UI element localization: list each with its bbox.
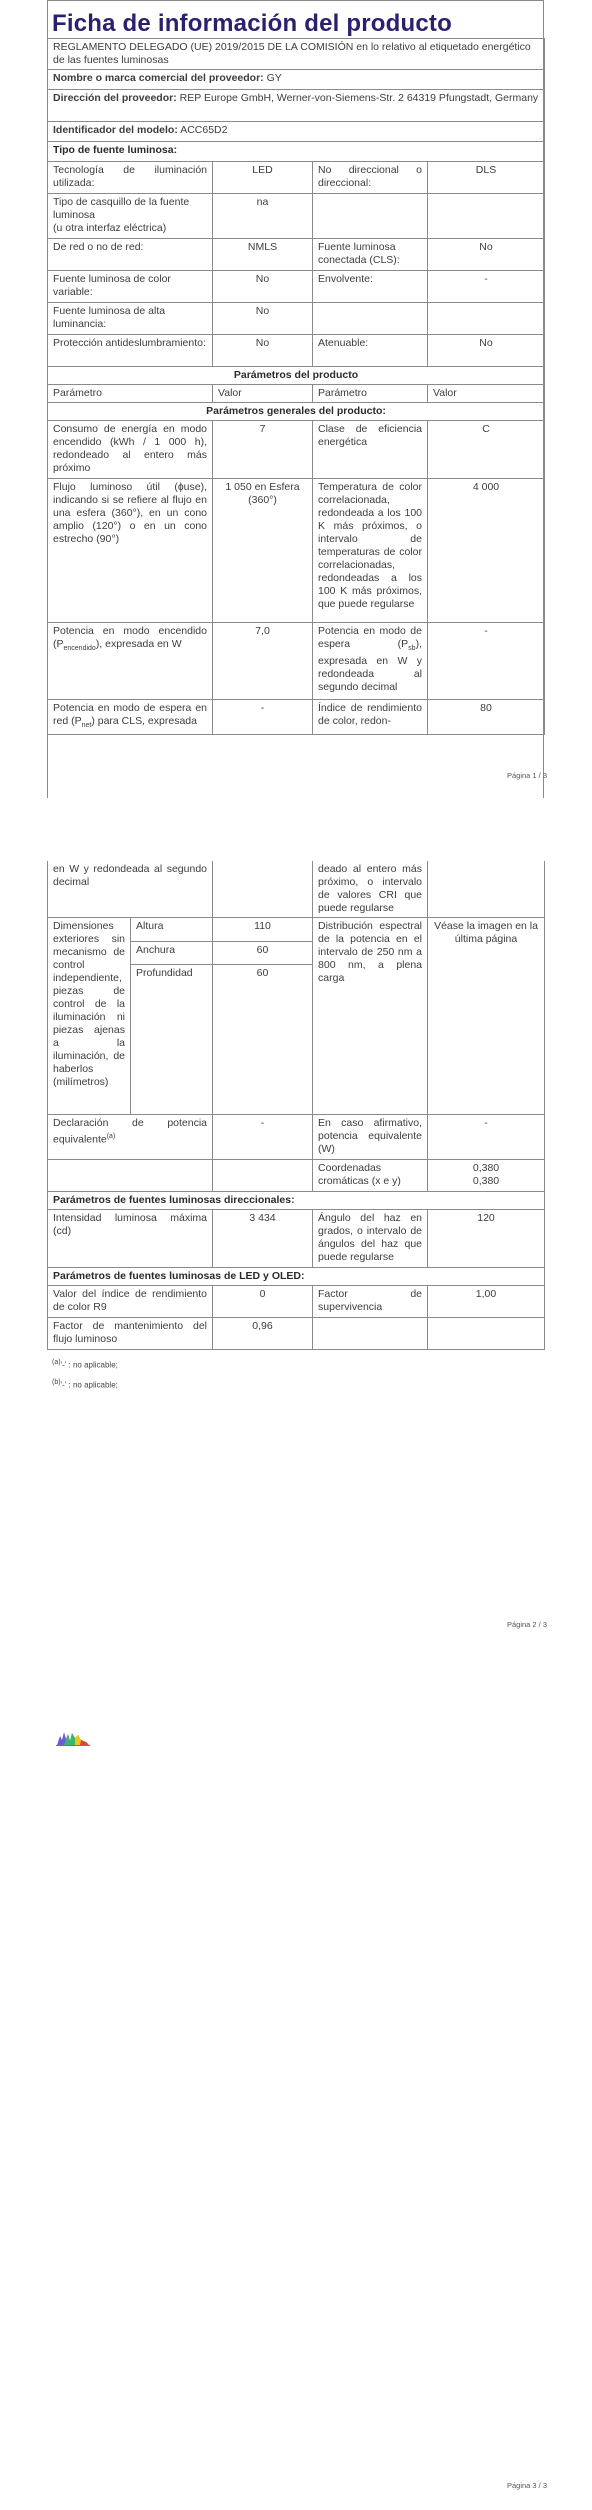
light-source-type-label: Tipo de fuente luminosa: [48,142,545,162]
supplier-name-label: Nombre o marca comercial del proveedor: [53,72,264,84]
envelope-value: - [428,271,545,303]
chromaticity-y: 0,380 [472,1175,500,1187]
footnote-b-text: '-' : no aplicable; [60,1380,118,1390]
standby-power-sub: sb [408,645,416,653]
regulation-text: REGLAMENTO DELEGADO (UE) 2019/2015 DE LA COMISIÓN en lo relativo al etiquetado energético de las fuentes luminosas [48,39,545,70]
led-params-heading: Parámetros de fuentes luminosas de LED y OLED: [48,1268,545,1286]
model-row [48,122,545,142]
chromaticity-label: Coordenadas cromáticas (x e y) [313,1160,428,1192]
equivalent-power-claim-value: - [213,1115,313,1160]
networked-standby-label-continued: en W y redondeada al segundo decimal [48,861,213,918]
col-header-value-1: Valor [213,385,313,403]
col-header-param-1: Parámetro [48,385,213,403]
on-mode-power-label-b: ), expresada en W [95,638,182,650]
cap-type-label-a: Tipo de casquillo de la fuente luminosa [53,196,190,221]
efficiency-class-label: Clase de eficiencia energética [313,421,428,479]
cls-value: No [428,239,545,271]
on-mode-power-value: 7,0 [213,623,313,700]
cri-label-continued: deado al entero más próximo, o intervalo de valores CRI que puede regularse [313,861,428,918]
footnote-a-text: '-' : no aplicable; [60,1360,118,1370]
on-mode-power-sub: encendido [63,645,96,653]
chromaticity-x: 0,380 [472,1162,500,1174]
standby-power-value: - [428,623,545,700]
height-label: Altura [131,918,213,942]
r9-label: Valor del índice de rendimiento de color R9 [48,1286,213,1318]
chromaticity-value [428,1160,545,1192]
mains-label: De red o no de red: [48,239,213,271]
on-mode-power-label-a: Potencia en modo encendido (P [53,625,207,650]
supplier-name-value: GY [266,72,282,84]
cct-label: Temperatura de color correlacionada, redondeada a los 100 K más próximos, o intervalo de temperaturas de color correlacionadas, redondeadas a los 100 K más próximos, que puede regularse [313,479,428,623]
colour-tunable-label: Fuente luminosa de color variable: [48,271,213,303]
networked-standby-label-b: ) para CLS, expresada [91,715,197,727]
footnote-b-mark: (b) [52,1378,61,1386]
page-number-2: Página 2 / 3 [506,1620,547,1629]
width-value: 60 [213,941,313,965]
lumen-maintenance-value: 0,96 [213,1318,313,1350]
footnotes [52,1354,118,1393]
depth-label: Profundidad [131,965,213,1115]
beam-angle-label: Ángulo del haz en grados, o intervalo de ángulos del haz que puede regularse [313,1210,428,1268]
cct-value: 4 000 [428,479,545,623]
page-1 [0,0,592,798]
networked-standby-label-a: Potencia en modo de espera en red (P [53,702,207,727]
cri-label: Índice de rendimiento de color, redon- [313,700,428,735]
product-params-heading: Parámetros del producto [48,367,545,385]
width-label: Anchura [131,941,213,965]
model-label: Identificador del modelo: [53,124,178,136]
model-value: ACC65D2 [180,124,228,136]
spectrum-chart-icon [56,1730,90,1746]
on-mode-power-label [48,623,213,700]
standby-power-label-a: Potencia en modo de espera (P [318,625,422,650]
colour-tunable-value: No [213,271,313,303]
cap-type-label [48,194,213,239]
technology-value: LED [213,162,313,194]
r9-value: 0 [213,1286,313,1318]
peak-intensity-label: Intensidad luminosa máxima (cd) [48,1210,213,1268]
dimensions-label: Dimensiones exteriores sin mecanismo de control independiente, piezas de control de la iluminación ni piezas ajenas a la iluminación, de haberlos (milímetros) [48,918,131,1115]
col-header-param-2: Parámetro [313,385,428,403]
product-info-table-continued [47,861,545,1350]
dimmable-value: No [428,335,545,367]
survival-factor-label: Factor de supervivencia [313,1286,428,1318]
cri-value: 80 [428,700,545,735]
anti-glare-label: Protección antideslumbramiento: [48,335,213,367]
luminous-flux-value: 1 050 en Esfera (360°) [213,479,313,623]
page-3 [0,1704,592,2510]
networked-standby-label [48,700,213,735]
beam-angle-value: 120 [428,1210,545,1268]
standby-power-label [313,623,428,700]
networked-standby-value: - [213,700,313,735]
cap-type-value: na [213,194,313,239]
equivalent-power-claim-text: Declaración de potencia equivalente [53,1117,208,1146]
anti-glare-value: No [213,335,313,367]
directional-params-heading: Parámetros de fuentes luminosas direccionales: [48,1192,545,1210]
directional-label: No direccional o direccional: [313,162,428,194]
cls-label: Fuente luminosa conectada (CLS): [313,239,428,271]
mains-value: NMLS [213,239,313,271]
lumen-maintenance-label: Factor de mantenimiento del flujo luminoso [48,1318,213,1350]
equivalent-power-claim-label [48,1115,213,1160]
high-luminance-label: Fuente luminosa de alta luminancia: [48,303,213,335]
spectral-distribution-label: Distribución espectral de la potencia en el intervalo de 250 nm a 800 nm, a plena carga [313,918,428,1115]
equivalent-power-label: En caso afirmativo, potencia equivalente (W) [313,1115,428,1160]
peak-intensity-value: 3 434 [213,1210,313,1268]
dimmable-label: Atenuable: [313,335,428,367]
standby-power-label-b: ), expresada en W y redondeada al segundo decimal [318,638,422,694]
supplier-name-row [48,70,545,90]
efficiency-class-value: C [428,421,545,479]
page-title: Ficha de información del producto [52,10,452,37]
energy-consumption-label: Consumo de energía en modo encendido (kWh / 1 000 h), redondeado al entero más próximo [48,421,213,479]
technology-label: Tecnología de iluminación utilizada: [48,162,213,194]
footnote-a-ref: (a) [106,1133,116,1140]
cap-type-label-b: (u otra interfaz eléctrica) [53,222,167,234]
page-2 [0,850,592,1657]
depth-value: 60 [213,965,313,1115]
luminous-flux-label: Flujo luminoso útil (ɸuse), indicando si se refiere al flujo en una esfera (360°), en un cono amplio (120°) o en un cono estrecho (90°) [48,479,213,623]
general-params-heading: Parámetros generales del producto: [48,403,545,421]
supplier-address-row [48,90,545,122]
envelope-label: Envolvente: [313,271,428,303]
footnote-a [52,1354,118,1374]
product-info-table [47,38,545,735]
page-number-1: Página 1 / 3 [506,771,547,780]
footnote-b [52,1374,118,1394]
directional-value: DLS [428,162,545,194]
survival-factor-value: 1,00 [428,1286,545,1318]
footnote-a-mark: (a) [52,1359,61,1366]
height-value: 110 [213,918,313,942]
supplier-address-label: Dirección del proveedor: [53,92,177,104]
page-number-3: Página 3 / 3 [506,2481,547,2490]
energy-consumption-value: 7 [213,421,313,479]
spectral-distribution-value: Véase la imagen en la última página [428,918,545,1115]
high-luminance-value: No [213,303,313,335]
col-header-value-2: Valor [428,385,545,403]
equivalent-power-value: - [428,1115,545,1160]
supplier-address-value: REP Europe GmbH, Werner-von-Siemens-Str. 2 64319 Pfungstadt, Germany [179,92,539,104]
networked-standby-sub: net [81,722,92,730]
